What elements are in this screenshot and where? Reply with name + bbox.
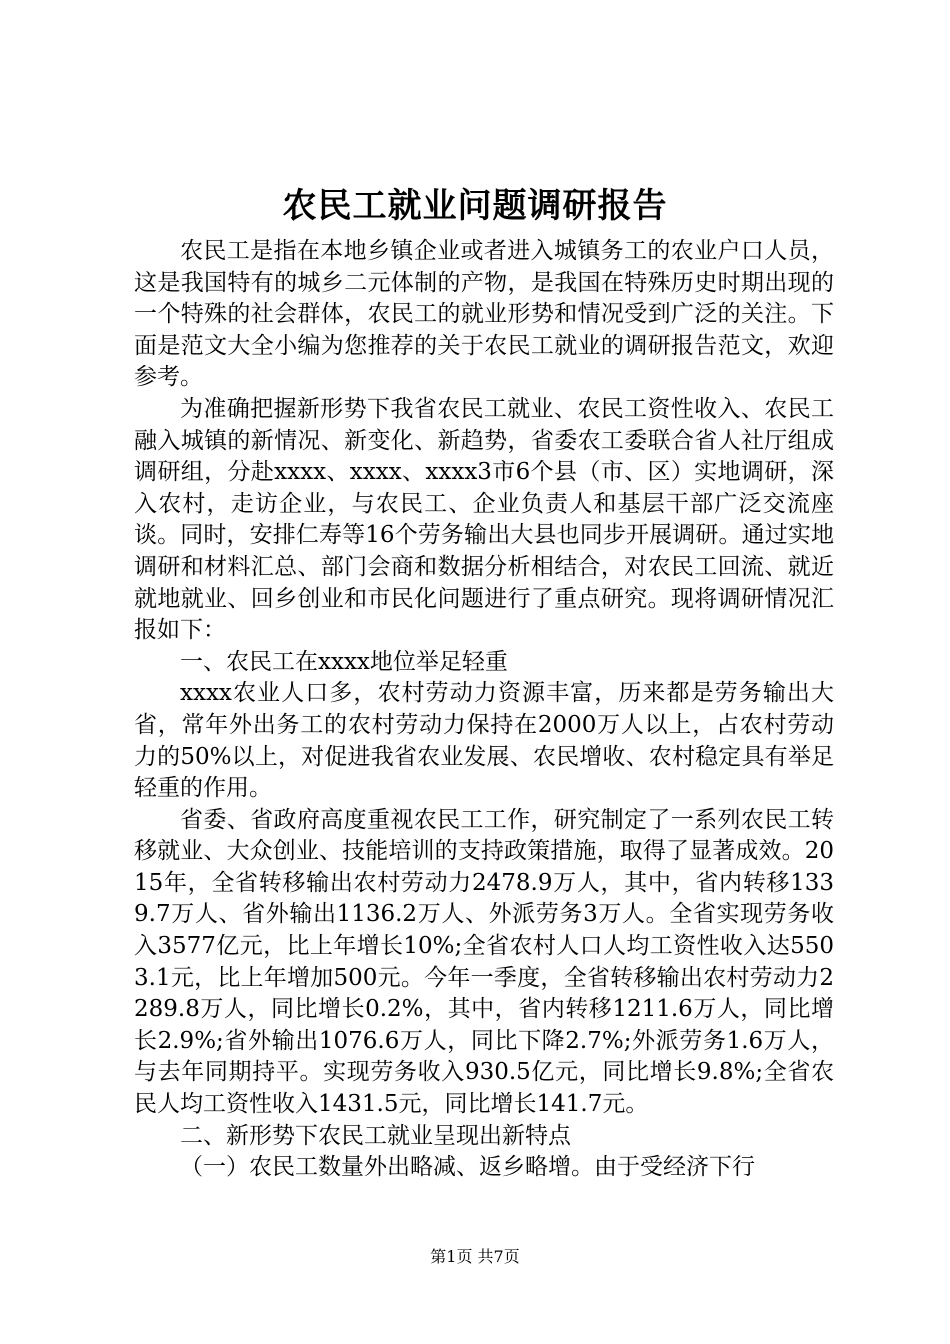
paragraph-statistics: 省委、省政府高度重视农民工工作，研究制定了一系列农民工转移就业、大众创业、技能培训的支持政策措施，取得了显著成效。2015年，全省转移输出农村劳动力2478.9万人，其中，省内转移1339.7万人、省外输出1136.2万人、外派劳务3万人。全省实现劳务收入3577亿元，比上年增长10%;全省农村人口人均工资性收入达5503.1元，比上年增加500元。今年一季度，全省转移输出农村劳动力2289.8万人，同比增长0.2%，其中，省内转移1211.6万人，同比增长2.9%;省外输出1076.6万人，同比下降2.7%;外派劳务1.6万人，与去年同期持平。实现劳务收入930.5亿元，同比增长9.8%;全省农民人均工资性收入1431.5元，同比增长141.7元。 — [134, 806, 834, 1118]
paragraph-labor-resources: xxxx农业人口多，农村劳动力资源丰富，历来都是劳务输出大省，常年外出务工的农村劳动力保持在2000万人以上，占农村劳动力的50%以上，对促进我省农业发展、农民增收、农村稳定具有举足轻重的作用。 — [134, 680, 834, 802]
section-heading-1: 一、农民工在xxxx地位举足轻重 — [180, 648, 508, 675]
section-heading-2: 二、新形势下农民工就业呈现出新特点 — [180, 1122, 571, 1149]
paragraph-intro: 农民工是指在本地乡镇企业或者进入城镇务工的农业户口人员，这是我国特有的城乡二元体制的产物，是我国在特殊历史时期出现的一个特殊的社会群体，农民工的就业形势和情况受到广泛的关注。下面是范文大全小编为您推荐的关于农民工就业的调研报告范文，欢迎参考。 — [134, 238, 834, 391]
paragraph-subsection-1: （一）农民工数量外出略减、返乡略增。由于受经济下行 — [180, 1154, 755, 1181]
document-body — [134, 236, 834, 1184]
document-title: 农民工就业问题调研报告 — [282, 186, 668, 226]
page-footer: 第1页 共7页 — [430, 1247, 520, 1266]
paragraph-research-overview: 为准确把握新形势下我省农民工就业、农民工资性收入、农民工融入城镇的新情况、新变化、新趋势，省委农工委联合省人社厅组成调研组，分赴xxxx、xxxx、xxxx3市6个县（市、区）实地调研，深入农村，走访企业，与农民工、企业负责人和基层干部广泛交流座谈。同时，安排仁寿等16个劳务输出大县也同步开展调研。通过实地调研和材料汇总、部门会商和数据分析相结合，对农民工回流、就近就地就业、回乡创业和市民化问题进行了重点研究。现将调研情况汇报如下： — [134, 395, 834, 644]
